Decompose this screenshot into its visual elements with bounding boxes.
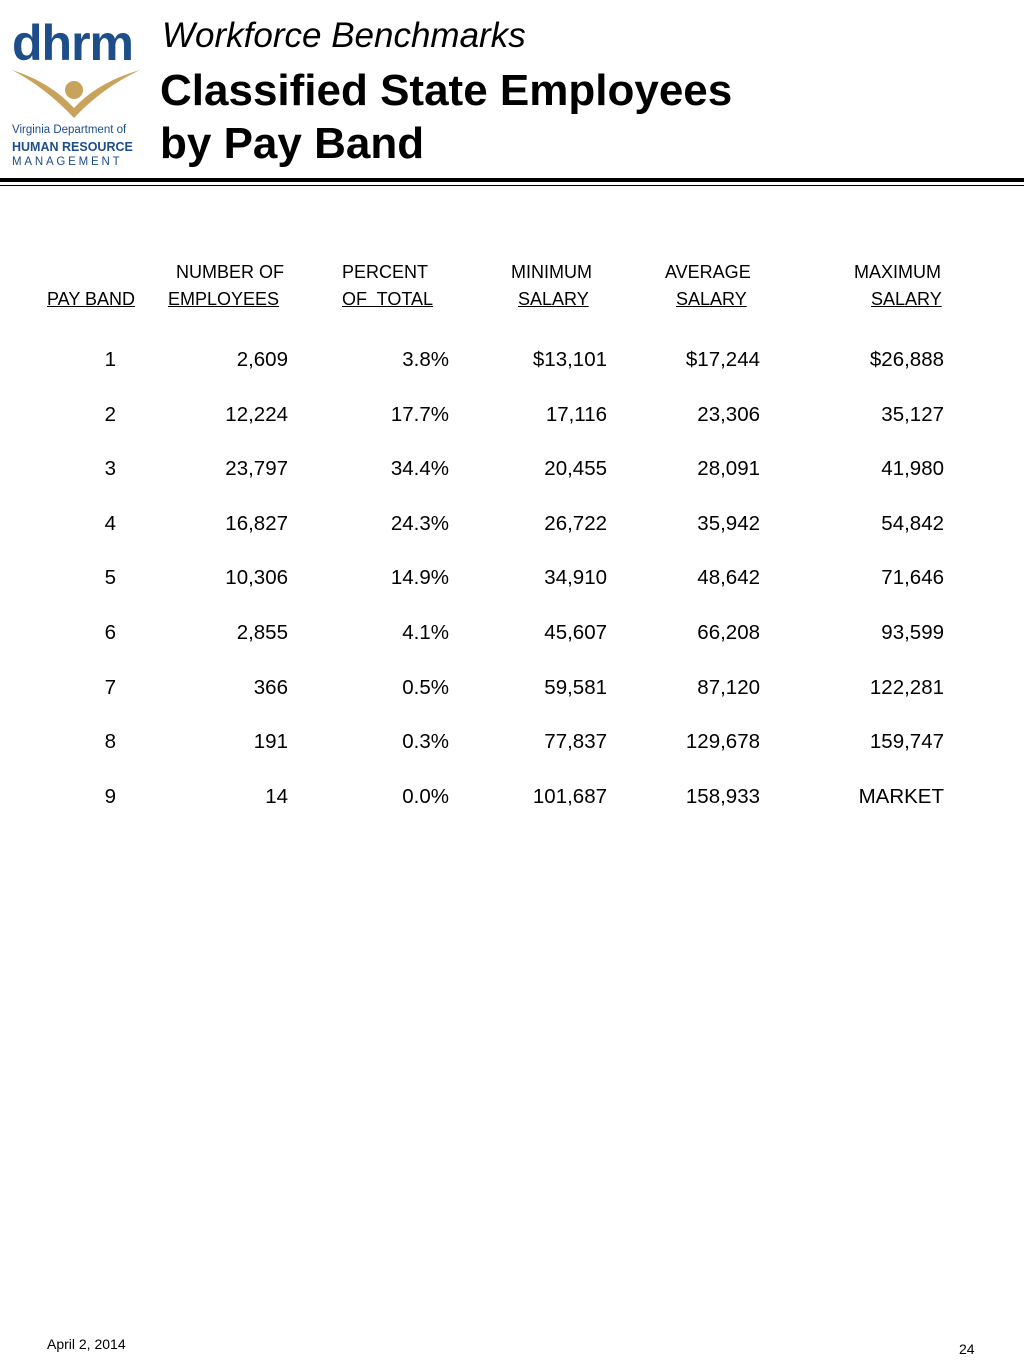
header-percent-bottom: OF TOTAL — [342, 289, 434, 309]
pay-band-cell: 6 — [104, 621, 116, 644]
employees-cell: 10,306 — [225, 566, 288, 590]
person-icon — [10, 64, 142, 124]
header-percent-top: PERCENT — [342, 262, 429, 282]
header-pay-band: PAY BAND — [47, 289, 136, 309]
min-salary-cell: $13,101 — [532, 348, 607, 371]
percent-cell: 24.3% — [390, 511, 449, 535]
pay-band-cell: 3 — [104, 457, 116, 481]
max-salary-cell: 71,646 — [881, 566, 944, 590]
header-max-top: MAXIMUM — [854, 262, 941, 282]
percent-cell: 34.4% — [390, 457, 449, 481]
max-salary-cell: $26,888 — [869, 348, 944, 371]
page-title-line-1: Classified State Employees — [160, 66, 733, 115]
employees-cell: 16,827 — [225, 511, 288, 535]
max-salary-cell: 54,842 — [881, 511, 944, 535]
percent-cell: 0.0% — [402, 784, 449, 808]
pay-band-cell: 9 — [104, 784, 116, 808]
pay-band-cell: 1 — [104, 348, 116, 371]
min-salary-cell: 17,116 — [545, 402, 607, 426]
max-salary-cell: 35,127 — [881, 402, 944, 426]
header-avg-top: AVERAGE — [665, 262, 751, 282]
avg-salary-cell: 66,208 — [697, 621, 760, 644]
footer-date: April 2, 2014 — [47, 1336, 126, 1352]
percent-cell: 14.9% — [390, 566, 449, 590]
page-title — [160, 64, 732, 170]
min-salary-cell: 77,837 — [544, 730, 607, 754]
percent-cell: 17.7% — [390, 402, 449, 426]
logo-line-2: HUMAN RESOURCE — [12, 140, 133, 154]
percent-cell: 0.5% — [402, 675, 449, 699]
header-max-bottom: SALARY — [871, 289, 942, 309]
page-title-line-2: by Pay Band — [160, 119, 425, 168]
pay-band-cell: 2 — [104, 402, 116, 426]
dhrm-logo — [8, 15, 140, 170]
pay-band-cell: 8 — [104, 730, 116, 754]
header-avg-bottom: SALARY — [676, 289, 747, 309]
min-salary-cell: 26,722 — [544, 511, 607, 535]
employees-cell: 23,797 — [225, 457, 288, 481]
header-number-top: NUMBER OF — [176, 262, 284, 282]
avg-salary-cell: $17,244 — [685, 348, 760, 371]
employees-cell: 14 — [265, 784, 288, 808]
max-salary-cell: 159,747 — [869, 730, 944, 754]
avg-salary-cell: 28,091 — [697, 457, 760, 481]
header-min-top: MINIMUM — [511, 262, 592, 282]
min-salary-cell: 34,910 — [544, 566, 607, 590]
employees-cell: 12,224 — [225, 402, 288, 426]
avg-salary-cell: 87,120 — [697, 675, 760, 699]
employees-cell: 191 — [253, 730, 288, 754]
logo-wordmark: dhrm — [12, 15, 133, 71]
min-salary-cell: 59,581 — [544, 675, 607, 699]
percent-cell: 4.1% — [402, 621, 449, 644]
employees-cell: 366 — [253, 675, 288, 699]
header-rule-thick — [0, 178, 1024, 182]
logo-line-3: MANAGEMENT — [12, 156, 123, 168]
avg-salary-cell: 35,942 — [697, 511, 760, 535]
header-min-bottom: SALARY — [518, 289, 589, 309]
pay-band-cell: 7 — [104, 675, 116, 699]
page-number: 24 — [959, 1341, 975, 1357]
max-salary-cell: 41,980 — [881, 457, 944, 481]
pay-band-cell: 4 — [104, 511, 116, 535]
header-rule-thin — [0, 185, 1024, 186]
max-salary-cell: 122,281 — [869, 675, 944, 699]
header-number-bottom: EMPLOYEES — [168, 289, 280, 309]
min-salary-cell: 101,687 — [532, 784, 607, 808]
min-salary-cell: 20,455 — [544, 457, 607, 481]
max-salary-cell: 93,599 — [881, 621, 944, 644]
pay-band-cell: 5 — [104, 566, 116, 590]
employees-cell: 2,855 — [236, 621, 288, 644]
avg-salary-cell: 129,678 — [685, 730, 760, 754]
logo-line-1: Virginia Department of — [12, 124, 127, 136]
percent-cell: 0.3% — [402, 730, 449, 754]
avg-salary-cell: 48,642 — [697, 566, 760, 590]
page-subtitle: Workforce Benchmarks — [162, 16, 526, 55]
min-salary-cell: 45,607 — [544, 621, 607, 644]
max-salary-cell: MARKET — [858, 784, 944, 808]
percent-cell: 3.8% — [402, 348, 449, 371]
avg-salary-cell: 158,933 — [685, 784, 760, 808]
avg-salary-cell: 23,306 — [697, 402, 760, 426]
employees-cell: 2,609 — [236, 348, 288, 371]
